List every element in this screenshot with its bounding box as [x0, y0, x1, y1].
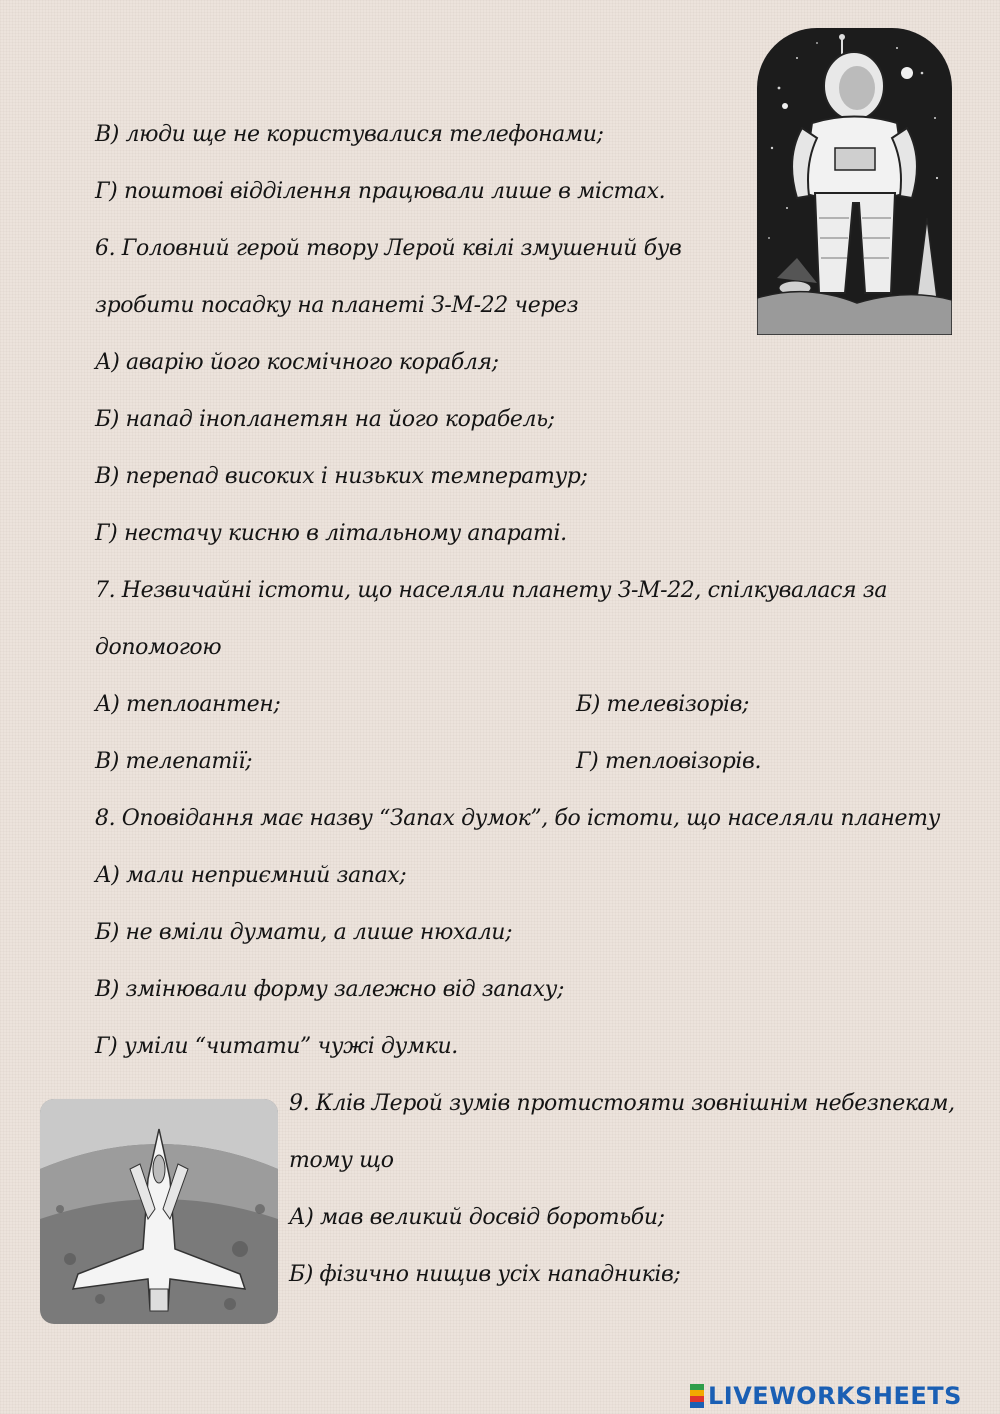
question-8-title: 8. Оповідання має назву “Запах думок”, бо істоти, що населяли планету: [95, 806, 940, 831]
question-7-title: 7. Незвичайні істоти, що населяли планету З-М-22, спілкувалася за: [95, 578, 888, 603]
q8-option-d: Г) уміли “читати” чужі думки.: [95, 1034, 458, 1059]
spaceplane-illustration: [40, 1099, 278, 1324]
q6-option-d: Г) нестачу кисню в літальному апараті.: [95, 521, 567, 546]
q8-option-a: А) мали неприємний запах;: [95, 863, 407, 888]
question-9-title: 9. Клів Лерой зумів протистояти зовнішнім небезпекам,: [289, 1091, 955, 1116]
q6-option-a: А) аварію його космічного корабля;: [95, 350, 499, 375]
liveworksheets-badge-icon: [690, 1384, 704, 1408]
q7-option-c: В) телепатії;: [95, 749, 253, 774]
q7-option-a: А) теплоантен;: [95, 692, 281, 717]
text-line: Г) поштові відділення працювали лише в містах.: [95, 179, 666, 204]
q8-option-c: В) змінювали форму залежно від запаху;: [95, 977, 564, 1002]
question-7-title-cont: допомогою: [95, 635, 222, 660]
text-line: В) люди ще не користувалися телефонами;: [95, 122, 604, 147]
q7-option-d: Г) тепловізорів.: [576, 749, 762, 774]
liveworksheets-logo: [690, 1382, 962, 1410]
q8-option-b: Б) не вміли думати, а лише нюхали;: [95, 920, 513, 945]
brand-name: LIVEWORKSHEETS: [708, 1382, 962, 1410]
astronaut-illustration: [757, 28, 952, 335]
q9-option-a: А) мав великий досвід боротьби;: [289, 1205, 665, 1230]
question-9-title-cont: тому що: [289, 1148, 394, 1173]
q6-option-c: В) перепад високих і низьких температур;: [95, 464, 588, 489]
question-6-title: 6. Головний герой твору Лерой квілі змушений був: [95, 236, 682, 261]
q7-option-b: Б) телевізорів;: [576, 692, 750, 717]
question-6-title-cont: зробити посадку на планеті З-М-22 через: [95, 293, 579, 318]
q6-option-b: Б) напад інопланетян на його корабель;: [95, 407, 555, 432]
q9-option-b: Б) фізично нищив усіх нападників;: [289, 1262, 681, 1287]
